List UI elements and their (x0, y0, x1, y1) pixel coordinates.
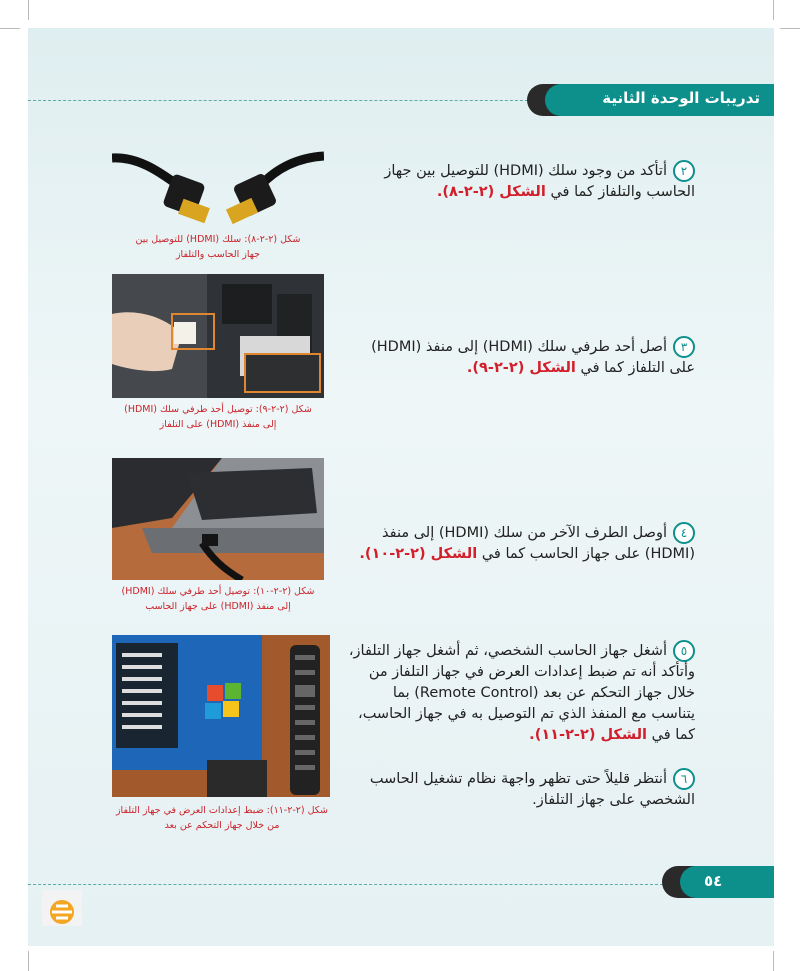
step-text: أوصل الطرف الآخر من سلك (HDMI) إلى منفذ (HDMI) على جهاز الحاسب كما في (382, 525, 695, 562)
step-2 (345, 160, 695, 203)
figure-8-caption-line1: شكل (٢-٢-٨): سلك (HDMI) للتوصيل بين (135, 234, 301, 245)
step-4 (345, 522, 695, 565)
step-number-badge: ٦ (673, 768, 695, 790)
header-divider (28, 100, 548, 101)
figure-11-caption-line2: من خلال جهاز التحكم عن بعد (164, 820, 280, 831)
figure-9-caption (112, 402, 324, 432)
figure-11-caption (108, 803, 336, 833)
step-text-end: . (529, 727, 535, 743)
step-text: أشغل جهاز الحاسب الشخصي، ثم أشغل جهاز التلفاز، وأتأكد أنه تم ضبط إعدادات العرض في جهاز التلفاز من خلال جهاز التحكم عن بعد (Remote Control) بما يتناسب مع المنفذ الذي تم التوصيل به في جهاز الحاسب، كما في (348, 643, 695, 743)
hdmi-cable-image (112, 148, 324, 230)
step-text: أصل أحد طرفي سلك (HDMI) إلى منفذ (HDMI) على التلفاز كما في (371, 339, 695, 376)
step-number-badge: ٥ (673, 640, 695, 662)
footer-divider (28, 884, 668, 885)
figure-reference: الشكل (٢-٢-٩) (472, 360, 576, 376)
figure-reference: الشكل (٢-٢-٨) (442, 184, 546, 200)
tv-settings-remote-image (112, 635, 330, 797)
figure-10-caption-line1: شكل (٢-٢-١٠): توصيل أحد طرفي سلك (HDMI) (121, 586, 315, 597)
figure-reference: الشكل (٢-٢-١٠) (364, 546, 478, 562)
step-text-end: . (359, 546, 365, 562)
step-3 (345, 336, 695, 379)
laptop-hdmi-port-image (112, 458, 324, 580)
figure-reference: الشكل (٢-٢-١١) (534, 727, 648, 743)
page-number: ٥٤ (704, 872, 723, 890)
footer-tab (680, 866, 774, 898)
figure-11-caption-line1: شكل (٢-٢-١١): ضبط إعدادات العرض في جهاز التلفاز (115, 805, 329, 816)
step-text-end: . (466, 360, 473, 376)
step-text: أنتظر قليلاً حتى تظهر واجهة نظام تشغيل الحاسب الشخصي على جهاز التلفاز. (369, 771, 695, 808)
step-6 (345, 768, 695, 811)
figure-9-caption-line2: إلى منفذ (HDMI) على التلفاز (159, 419, 277, 430)
figure-10-caption (112, 584, 324, 614)
step-number-badge: ٢ (673, 160, 695, 182)
figure-8-caption-line2: جهاز الحاسب والتلفاز (175, 249, 261, 260)
figure-10-caption-line2: إلى منفذ (HDMI) على جهاز الحاسب (145, 601, 291, 612)
step-text: أتأكد من وجود سلك (HDMI) للتوصيل بين جهاز الحاسب والتلفاز كما في (384, 163, 695, 200)
figure-9-caption-line1: شكل (٢-٢-٩): توصيل أحد طرفي سلك (HDMI) (124, 404, 312, 415)
step-text-end: . (436, 184, 443, 200)
figure-8-caption (112, 232, 324, 262)
publisher-logo-icon (42, 890, 82, 926)
step-number-badge: ٣ (673, 336, 695, 358)
step-number-badge: ٤ (673, 522, 695, 544)
tv-hdmi-port-image (112, 274, 324, 398)
page-title: تدريبات الوحدة الثانية (602, 89, 760, 107)
step-5 (345, 640, 695, 746)
